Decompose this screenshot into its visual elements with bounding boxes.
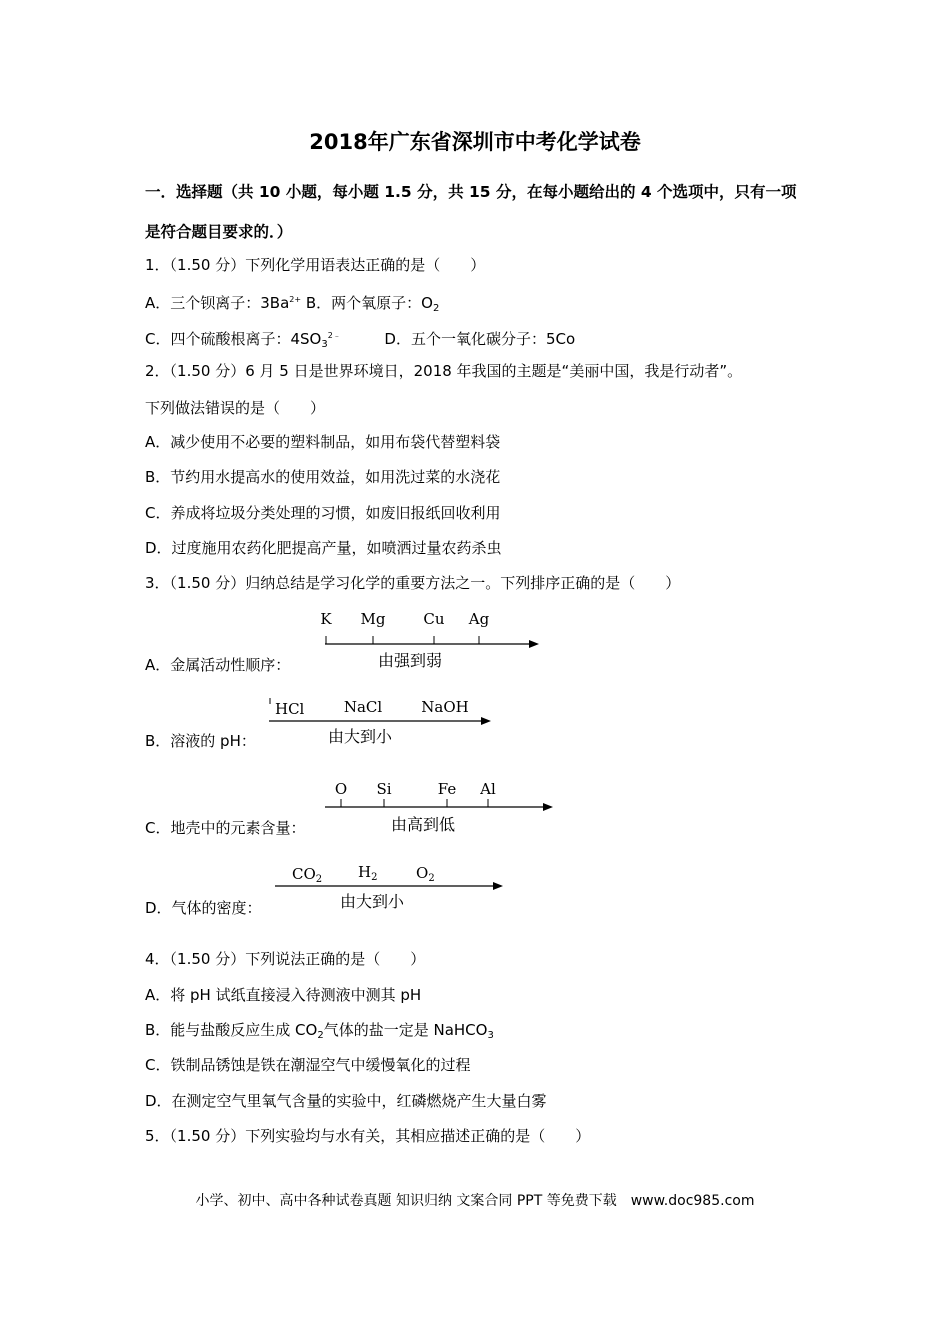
q3-option-d-label: D．气体的密度：	[145, 899, 262, 917]
section-heading-line1: 一．选择题（共 10 小题，每小题 1.5 分，共 15 分，在每小题给出的 4 个选项中，只有一项	[145, 183, 797, 201]
q2-option-b: B．节约用水提高水的使用效益，如用洗过菜的水浇花	[145, 468, 501, 486]
q3-option-d-diagram	[270, 858, 520, 918]
q1-options-cd	[145, 326, 575, 355]
q3-d-item-co2: $CO_2$	[292, 865, 323, 885]
q1-stem: 1．（1.50 分）下列化学用语表达正确的是（ ）	[145, 256, 486, 274]
q2-stem-line1: 2．（1.50 分）6 月 5 日是世界环境日，2018 年我国的主题是“美丽中国，我是行动者”。	[145, 362, 743, 380]
q1-option-a: A．三个钡离子：3Ba	[145, 294, 290, 312]
q3-c-item-si: Si	[376, 780, 392, 798]
section-heading-line2: 是符合题目要求的．）	[145, 223, 293, 241]
q3-stem: 3．（1.50 分）归纳总结是学习化学的重要方法之一。下列排序正确的是（ ）	[145, 574, 681, 592]
q3-option-a-label: A．金属活动性顺序：	[145, 656, 291, 674]
q3-b-arrowhead	[481, 717, 491, 725]
q4-option-a: A．将 pH 试纸直接浸入待测液中测其 pH	[145, 986, 422, 1004]
q2-stem-line2: 下列做法错误的是（ ）	[145, 399, 326, 417]
q1-options-ab	[145, 290, 439, 319]
q3-d-arrowhead	[493, 882, 503, 890]
q4-stem: 4．（1.50 分）下列说法正确的是（ ）	[145, 950, 426, 968]
q1-option-b: B．两个氧原子：O	[305, 294, 433, 312]
q3-b-item-nacl: NaCl	[343, 698, 383, 716]
q1-option-b-subscript: 2	[432, 303, 440, 314]
q4-option-b-text: B．能与盐酸反应生成 CO	[145, 1021, 318, 1039]
q3-a-item-ag: Ag	[468, 610, 490, 628]
q3-a-caption: 由强到弱	[377, 651, 443, 670]
q4-option-d: D．在测定空气里氧气含量的实验中，红磷燃烧产生大量白雾	[145, 1092, 547, 1110]
q3-option-c-diagram	[315, 772, 565, 844]
q3-a-item-k: K	[320, 610, 332, 628]
q3-a-item-mg: Mg	[360, 610, 386, 628]
page-title: 2018年广东省深圳市中考化学试卷	[309, 130, 641, 154]
q2-option-a: A．减少使用不必要的塑料制品，如用布袋代替塑料袋	[145, 433, 501, 451]
q3-a-item-cu: Cu	[423, 610, 445, 628]
q3-c-item-al: Al	[480, 780, 496, 798]
q3-option-c-label: C．地壳中的元素含量：	[145, 819, 306, 837]
q1-option-c-subscript: 3	[321, 339, 328, 350]
q3-b-item-hcl: HCl	[275, 700, 305, 718]
q3-d-item-o2: $O_2$	[416, 864, 435, 884]
q5-stem: 5．（1.50 分）下列实验均与水有关，其相应描述正确的是（ ）	[145, 1127, 591, 1145]
q4-option-b-subscript-2: 3	[487, 1030, 494, 1041]
q3-option-b-label: B．溶液的 pH：	[145, 732, 256, 750]
q1-option-c: C．四个硫酸根离子：4SO	[145, 330, 322, 348]
q3-d-item-h2: $H_2$	[358, 863, 378, 883]
q3-c-item-o: O	[334, 780, 348, 798]
q4-option-b-text-rest: 气体的盐一定是 NaHCO	[323, 1021, 488, 1039]
q3-c-arrowhead	[543, 803, 553, 811]
q1-option-d: D．五个一氧化碳分子：5Co	[384, 330, 576, 348]
q3-c-caption: 由高到低	[390, 815, 456, 834]
q3-d-caption: 由大到小	[339, 892, 405, 911]
q3-option-b-diagram	[255, 690, 505, 760]
q4-option-b-subscript: 2	[317, 1030, 324, 1041]
q4-option-c: C．铁制品锈蚀是铁在潮湿空气中缓慢氧化的过程	[145, 1056, 471, 1074]
q1-option-c-charge: 2﹣	[327, 331, 341, 340]
q3-option-a-diagram	[300, 600, 550, 675]
q4-option-b	[145, 1020, 494, 1046]
q3-b-caption: 由大到小	[327, 727, 393, 746]
q3-b-item-naoh: NaOH	[421, 698, 469, 716]
q3-a-arrowhead	[529, 640, 539, 648]
q2-option-c: C．养成将垃圾分类处理的习惯，如废旧报纸回收利用	[145, 504, 501, 522]
q2-option-d: D．过度施用农药化肥提高产量，如喷洒过量农药杀虫	[145, 539, 502, 557]
q3-c-item-fe: Fe	[437, 780, 457, 798]
q1-option-a-charge: 2+	[289, 295, 302, 304]
page-footer: 小学、初中、高中各种试卷真题 知识归纳 文案合同 PPT 等免费下载 www.doc985.com	[195, 1193, 755, 1209]
